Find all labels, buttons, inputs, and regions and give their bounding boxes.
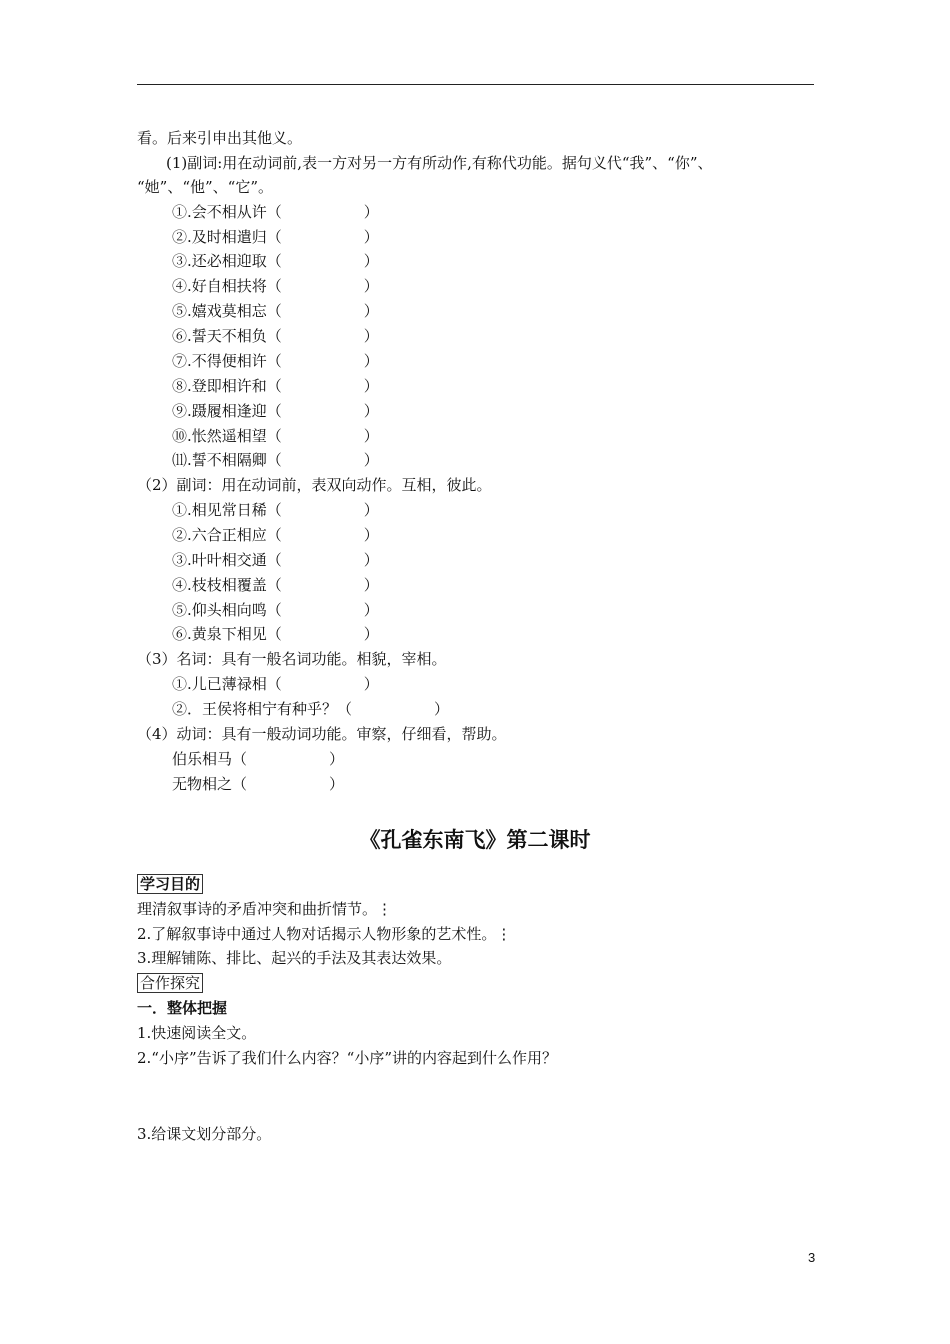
list-item [172, 575, 379, 595]
list-item [172, 426, 379, 446]
list-item [172, 600, 379, 620]
task-item: 2.“小序”告诉了我们什么内容？“小序”讲的内容起到什么作用？ [137, 1049, 557, 1067]
close-paren: ） [363, 576, 379, 594]
list-item [172, 749, 344, 769]
item-text: ⑥.黄泉下相见（ [172, 625, 282, 643]
item-text: ⑥.誓天不相负（ [172, 327, 282, 345]
task-item: 1.快速阅读全文。 [137, 1024, 257, 1042]
close-paren: ） [329, 750, 345, 768]
close-paren: ） [434, 700, 450, 718]
item-text: ③.叶叶相交通（ [172, 551, 282, 569]
close-paren: ） [363, 352, 379, 370]
close-paren: ） [363, 228, 379, 246]
close-paren: ） [363, 402, 379, 420]
list-item [172, 301, 379, 321]
close-paren: ） [363, 451, 379, 469]
list-item [172, 202, 379, 222]
list-item [172, 550, 379, 570]
list-item [172, 774, 344, 794]
section2-heading: （2）副词：用在动词前，表双向动作。互相，彼此。 [137, 476, 492, 494]
item-text: ⑤.嬉戏莫相忘（ [172, 302, 282, 320]
list-item [172, 699, 449, 719]
item-text: ④.好自相扶将（ [172, 277, 282, 295]
explore-label-text: 合作探究 [137, 973, 203, 993]
item-text: ⑩.怅然遥相望（ [172, 427, 282, 445]
close-paren: ） [363, 302, 379, 320]
close-paren: ） [363, 675, 379, 693]
item-text: ⑤.仰头相向鸣（ [172, 601, 282, 619]
objectives-label-text: 学习目的 [137, 874, 203, 894]
list-item [172, 500, 379, 520]
objective-item: 理清叙事诗的矛盾冲突和曲折情节。⋮ [137, 900, 393, 918]
task-item: 3.给课文划分部分。 [137, 1125, 272, 1143]
item-text: ②．王侯将相宁有种乎？（ [172, 700, 353, 718]
close-paren: ） [363, 277, 379, 295]
close-paren: ） [363, 203, 379, 221]
objectives-label [137, 874, 203, 894]
list-item [172, 376, 379, 396]
item-text: ⑾.誓不相隔卿（ [172, 451, 282, 469]
close-paren: ） [363, 551, 379, 569]
item-text: ⑧.登即相许和（ [172, 377, 282, 395]
close-paren: ） [363, 601, 379, 619]
item-text: ②.六合正相应（ [172, 526, 282, 544]
item-text: ①.相见常日稀（ [172, 501, 282, 519]
list-item [172, 251, 379, 271]
item-text: ①.儿已薄禄相（ [172, 675, 282, 693]
list-item [172, 227, 379, 247]
header-rule [137, 84, 814, 85]
list-item [172, 674, 379, 694]
close-paren: ） [363, 526, 379, 544]
item-text: ⑦.不得便相许（ [172, 352, 282, 370]
list-item [172, 401, 379, 421]
section1-heading-cont: “她”、“他”、“它”。 [137, 178, 274, 196]
lesson-title: 《孔雀东南飞》第二课时 [359, 828, 591, 852]
close-paren: ） [363, 501, 379, 519]
list-item [172, 351, 379, 371]
close-paren: ） [363, 377, 379, 395]
list-item [172, 276, 379, 296]
objective-item: 3.理解铺陈、排比、起兴的手法及其表达效果。 [137, 949, 452, 967]
section-one-heading: 一．整体把握 [137, 999, 228, 1017]
section4-heading: （4）动词：具有一般动词功能。审察，仔细看，帮助。 [137, 725, 507, 743]
close-paren: ） [363, 252, 379, 270]
page-number: 3 [808, 1250, 816, 1265]
list-item [172, 450, 379, 470]
section1-heading: (1)副词:用在动词前,表一方对另一方有所动作,有称代功能。据句义代“我”、“你”、 [166, 154, 713, 172]
list-item [172, 624, 379, 644]
item-text: 无物相之（ [172, 775, 248, 793]
close-paren: ） [363, 625, 379, 643]
list-item [172, 326, 379, 346]
item-text: ③.还必相迎取（ [172, 252, 282, 270]
item-text: ②.及时相遣归（ [172, 228, 282, 246]
item-text: ①.会不相从许（ [172, 203, 282, 221]
list-item [172, 525, 379, 545]
item-text: ⑨.蹑履相逢迎（ [172, 402, 282, 420]
close-paren: ） [363, 327, 379, 345]
close-paren: ） [363, 427, 379, 445]
intro-line: 看。后来引申出其他义。 [137, 129, 303, 147]
item-text: ④.枝枝相覆盖（ [172, 576, 282, 594]
objective-item: 2.了解叙事诗中通过人物对话揭示人物形象的艺术性。⋮ [137, 925, 512, 943]
item-text: 伯乐相马（ [172, 750, 248, 768]
section3-heading: （3）名词：具有一般名词功能。相貌，宰相。 [137, 650, 447, 668]
explore-label [137, 973, 203, 993]
close-paren: ） [329, 775, 345, 793]
